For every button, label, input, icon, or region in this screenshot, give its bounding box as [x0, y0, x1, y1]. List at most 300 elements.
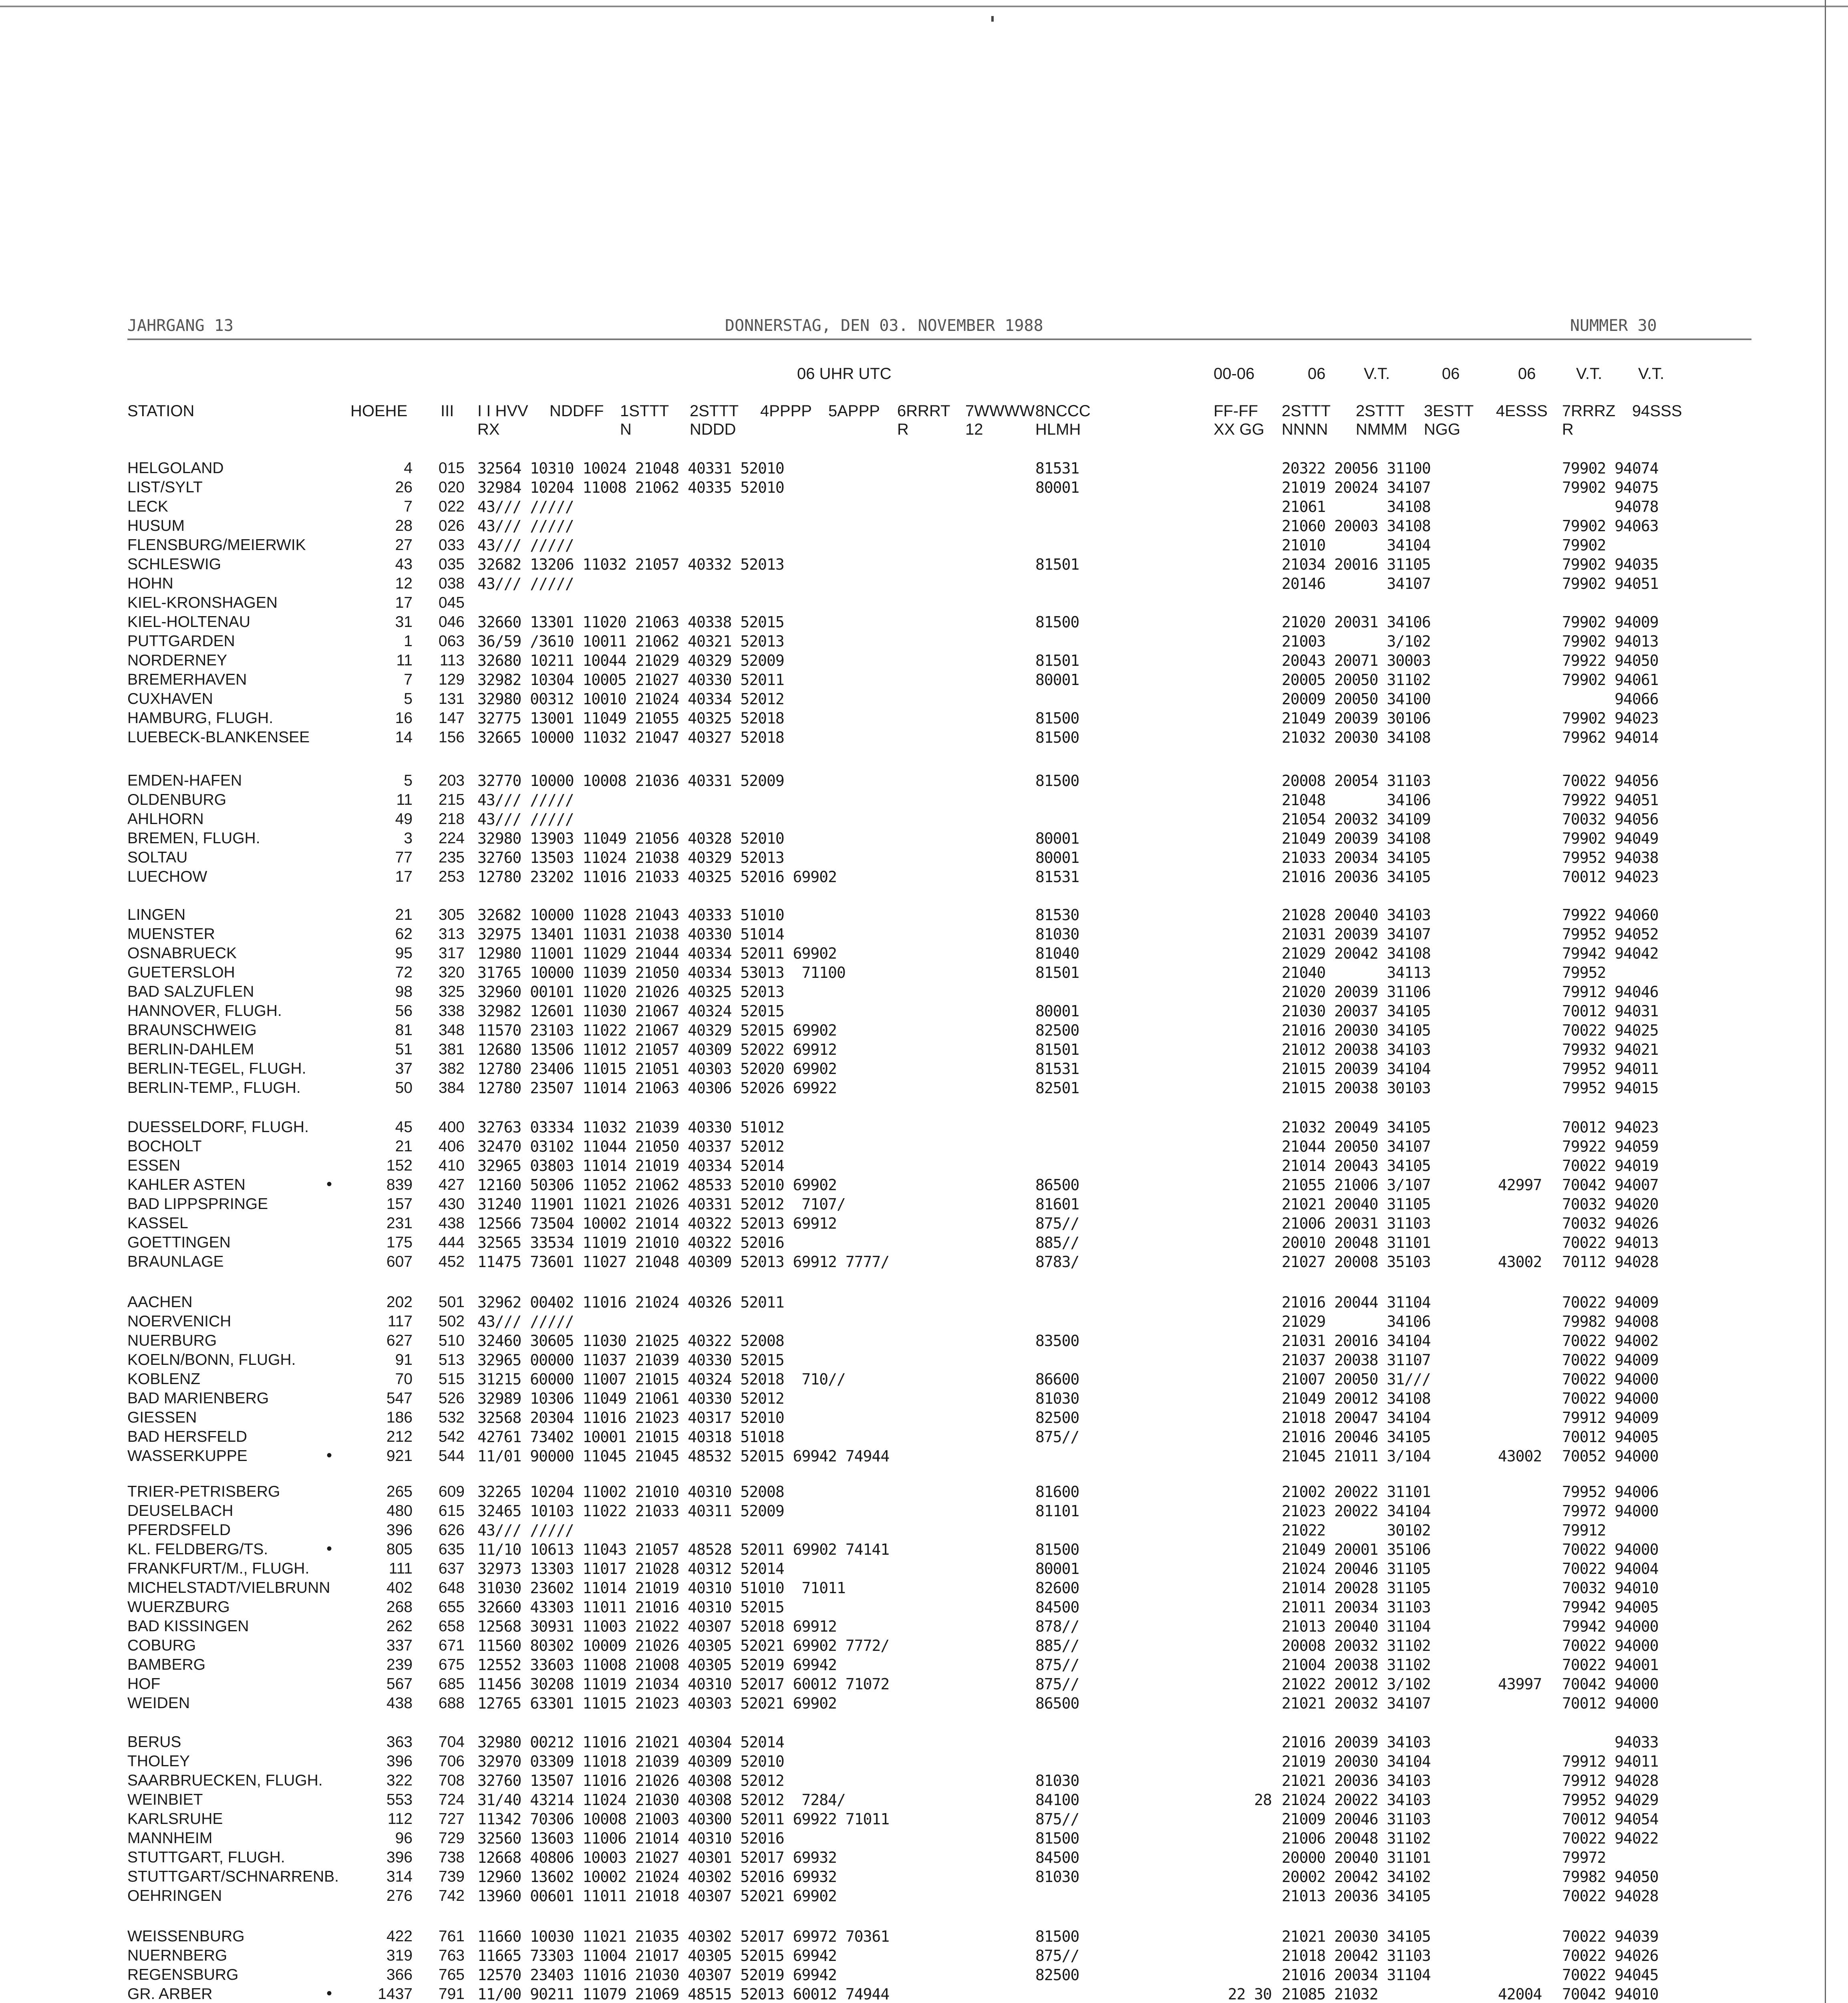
station-index: 738 [438, 1849, 465, 1866]
precip-groups: 79952 94006 [1562, 1483, 1659, 1501]
synop-groups: 43/// ///// [477, 536, 574, 554]
station-height: 16 [395, 709, 413, 727]
station-height: 7 [404, 498, 413, 515]
col-3estt-heading: 3ESTT NGG [1424, 402, 1474, 438]
station-name: HUSUM [127, 517, 185, 534]
synop-groups: 32560 13603 11006 21014 40310 52016 [477, 1830, 784, 1847]
hour-heading-2: 06 [1442, 365, 1460, 383]
temperature-groups: 21021 20032 34107 [1282, 1695, 1431, 1712]
station-index: 688 [438, 1695, 465, 1712]
temperature-groups: 21015 20038 30103 [1282, 1079, 1431, 1097]
precip-groups: 79902 [1562, 536, 1606, 554]
precip-groups: 79912 [1562, 1521, 1606, 1539]
station-height: 14 [395, 729, 413, 746]
station-name: GUETERSLOH [127, 964, 235, 981]
station-index: 438 [438, 1215, 465, 1232]
precip-groups: 79912 94046 [1562, 983, 1659, 1001]
synop-groups: 32965 03803 11014 21019 40334 52014 [477, 1157, 784, 1175]
precip-groups: 79902 94035 [1562, 556, 1659, 573]
cloud-group: 86600 [1035, 1370, 1079, 1388]
station-height: 56 [395, 1002, 413, 1020]
cloud-group: 81101 [1035, 1502, 1079, 1520]
precip-groups: 70022 94009 [1562, 1351, 1659, 1369]
station-name: BRAUNSCHWEIG [127, 1022, 257, 1039]
station-height: 91 [395, 1351, 413, 1368]
col-2sttt-heading: 2STTT NDDD [690, 402, 739, 438]
temperature-groups: 20000 20040 31101 [1282, 1849, 1431, 1866]
cloud-group: 81500 [1035, 709, 1079, 727]
synop-groups: 32760 13503 11024 21038 40329 52013 [477, 849, 784, 866]
cloud-group: 875// [1035, 1215, 1079, 1232]
synop-groups: 32760 13507 11016 21026 40308 52012 [477, 1772, 784, 1789]
synop-groups: 43/// ///// [477, 1521, 574, 1539]
synop-groups: 32565 33534 11019 21010 40322 52016 [477, 1234, 784, 1251]
precip-groups: 79922 94050 [1562, 652, 1659, 669]
station-index: 444 [438, 1234, 465, 1251]
station-name: BERLIN-TEMP., FLUGH. [127, 1079, 301, 1096]
temperature-groups: 20146 34107 [1282, 575, 1431, 592]
station-height: 396 [386, 1849, 413, 1866]
temperature-groups: 21055 21006 3/107 [1282, 1176, 1431, 1194]
station-name: KOBLENZ [127, 1370, 201, 1388]
station-index: 038 [438, 575, 465, 592]
station-height: 547 [386, 1390, 413, 1407]
station-height: 98 [395, 983, 413, 1000]
station-index: 113 [439, 652, 465, 669]
station-name: BAMBERG [127, 1656, 206, 1673]
temperature-groups: 21085 21032 [1282, 1985, 1378, 2003]
station-height: 72 [395, 964, 413, 981]
cloud-group: 81040 [1035, 945, 1079, 962]
temperature-groups: 20005 20050 31102 [1282, 671, 1431, 689]
station-name: HAMBURG, FLUGH. [127, 709, 274, 727]
station-index: 513 [438, 1351, 465, 1368]
precip-groups: 70032 94026 [1562, 1215, 1659, 1232]
precip-groups: 79942 94042 [1562, 945, 1659, 962]
station-height: 43 [395, 556, 413, 573]
station-index: 675 [438, 1656, 465, 1673]
cloud-group: 81531 [1035, 459, 1079, 477]
precip-groups: 70042 94007 [1562, 1176, 1659, 1194]
cloud-group: 875// [1035, 1656, 1079, 1674]
synop-groups: 32682 13206 11032 21057 40332 52013 [477, 556, 784, 573]
station-name: OLDENBURG [127, 791, 227, 808]
station-name: STUTTGART, FLUGH. [127, 1849, 285, 1866]
station-height: 422 [386, 1928, 413, 1945]
station-name: MICHELSTADT/VIELBRUNN [127, 1579, 330, 1596]
precip-groups: 70042 94000 [1562, 1675, 1659, 1693]
station-name: NORDERNEY [127, 652, 227, 669]
precip-groups: 70022 94009 [1562, 1294, 1659, 1311]
station-height: 627 [386, 1332, 413, 1349]
col-2sttt-min-heading: 2STTT NMMM [1356, 402, 1407, 438]
station-index: 501 [438, 1294, 465, 1311]
station-index: 635 [438, 1541, 465, 1558]
vt-heading-1: V.T. [1364, 365, 1390, 383]
col-2sttt-max-heading: 2STTT NNNN [1282, 402, 1331, 438]
station-index: 615 [438, 1502, 465, 1519]
cloud-group: 885// [1035, 1234, 1079, 1251]
station-name: MANNHEIM [127, 1830, 213, 1847]
station-name: MUENSTER [127, 925, 215, 943]
station-index: 129 [438, 671, 465, 688]
cloud-group: 81030 [1035, 925, 1079, 943]
temperature-groups: 21031 20039 34107 [1282, 925, 1431, 943]
precip-groups: 70012 94023 [1562, 1118, 1659, 1136]
station-index: 708 [438, 1772, 465, 1789]
precip-groups: 79902 94013 [1562, 633, 1659, 650]
station-name: HOHN [127, 575, 173, 592]
precip-groups: 79912 94009 [1562, 1409, 1659, 1427]
temperature-groups: 21048 34106 [1282, 791, 1431, 809]
header-rule [127, 339, 1751, 340]
station-height: 265 [386, 1483, 413, 1500]
station-name: FLENSBURG/MEIERWIK [127, 536, 306, 554]
precip-groups: 70052 94000 [1562, 1447, 1659, 1465]
precip-groups: 79952 94029 [1562, 1791, 1659, 1809]
precip-groups: 79902 94074 [1562, 459, 1659, 477]
synop-groups: 11570 23103 11022 21067 40329 52015 69902 [477, 1022, 837, 1039]
station-height: 396 [386, 1753, 413, 1770]
station-index: 739 [438, 1868, 465, 1885]
station-index: 706 [438, 1753, 465, 1770]
temperature-groups: 21024 20046 31105 [1282, 1560, 1431, 1578]
station-index: 400 [438, 1118, 465, 1136]
cloud-group: 81600 [1035, 1483, 1079, 1501]
station-name: BERLIN-DAHLEM [127, 1041, 254, 1058]
station-name: SCHLESWIG [127, 556, 221, 573]
precip-groups: 79982 94050 [1562, 1868, 1659, 1886]
synop-groups: 12568 30931 11003 21022 40307 52018 69912 [477, 1618, 837, 1635]
station-name: STUTTGART/SCHNARRENB. [127, 1868, 339, 1885]
temperature-groups: 20008 20054 31103 [1282, 772, 1431, 790]
station-index: 761 [438, 1928, 465, 1945]
station-height: 12 [395, 575, 413, 592]
precip-groups: 70042 94010 [1562, 1985, 1659, 2003]
station-height: 607 [386, 1253, 413, 1270]
top-border [0, 6, 1848, 7]
precip-groups: 79962 94014 [1562, 729, 1659, 746]
cloud-group: 875// [1035, 1810, 1079, 1828]
cloud-group: 875// [1035, 1947, 1079, 1965]
precip-groups: 70022 94022 [1562, 1830, 1659, 1847]
precip-groups: 70022 94028 [1562, 1887, 1659, 1905]
station-height: 70 [395, 1370, 413, 1388]
temperature-groups: 21032 20049 34105 [1282, 1118, 1431, 1136]
station-height: 95 [395, 945, 413, 962]
cloud-group: 86500 [1035, 1176, 1079, 1194]
station-name: WEINBIET [127, 1791, 203, 1808]
cloud-group: 81501 [1035, 1041, 1079, 1058]
temperature-groups: 20322 20056 31100 [1282, 459, 1431, 477]
temperature-groups: 21060 20003 34108 [1282, 517, 1431, 535]
synop-groups: 32980 00212 11016 21021 40304 52014 [477, 1733, 784, 1751]
utc-heading: 06 UHR UTC [797, 365, 892, 383]
cloud-group: 81531 [1035, 1060, 1079, 1078]
station-name: SAARBRUECKEN, FLUGH. [127, 1772, 323, 1789]
station-name: KAHLER ASTEN [127, 1176, 246, 1193]
station-height: 396 [386, 1521, 413, 1539]
station-index: 305 [438, 906, 465, 923]
station-height: 5 [404, 690, 413, 707]
station-name: EMDEN-HAFEN [127, 772, 242, 789]
temperature-groups: 21016 20036 34105 [1282, 868, 1431, 886]
temperature-groups: 21002 20022 31101 [1282, 1483, 1431, 1501]
station-index: 763 [438, 1947, 465, 1964]
station-index: 526 [438, 1390, 465, 1407]
synop-groups: 32962 00402 11016 21024 40326 52011 [477, 1294, 784, 1311]
temperature-groups: 21049 20039 34108 [1282, 830, 1431, 847]
temperature-groups: 21040 34113 [1282, 964, 1431, 981]
station-height: 96 [395, 1830, 413, 1847]
precip-groups: 70022 94039 [1562, 1928, 1659, 1945]
temperature-groups: 21023 20022 34104 [1282, 1502, 1431, 1520]
cloud-group: 84500 [1035, 1849, 1079, 1866]
temperature-groups: 21014 20028 31105 [1282, 1579, 1431, 1597]
synop-groups: 43/// ///// [477, 810, 574, 828]
synop-groups: 32973 13303 11017 21028 40312 52014 [477, 1560, 784, 1578]
station-height: 231 [386, 1215, 413, 1232]
precip-groups: 79902 94009 [1562, 613, 1659, 631]
cloud-group: 80001 [1035, 849, 1079, 866]
station-index: 410 [438, 1157, 465, 1174]
station-name: WUERZBURG [127, 1598, 230, 1616]
cloud-group: 81530 [1035, 906, 1079, 924]
synop-groups: 42761 73402 10001 21015 40318 51018 [477, 1428, 784, 1446]
temperature-groups: 21034 20016 31105 [1282, 556, 1431, 573]
date-label: DONNERSTAG, DEN 03. NOVEMBER 1988 [725, 316, 1043, 335]
station-index: 320 [438, 964, 465, 981]
station-height: 553 [386, 1791, 413, 1808]
precip-groups: 70022 94045 [1562, 1966, 1659, 1984]
station-index: 791 [438, 1985, 465, 2003]
temperature-groups: 21016 20044 31104 [1282, 1294, 1431, 1311]
col-4esss-heading: 4ESSS [1496, 402, 1548, 420]
station-name: DUESSELDORF, FLUGH. [127, 1118, 309, 1136]
synop-groups: 32682 10000 11028 21043 40333 51010 [477, 906, 784, 924]
precip-groups: 79902 94051 [1562, 575, 1659, 592]
station-height: 117 [387, 1313, 413, 1330]
station-name: TRIER-PETRISBERG [127, 1483, 280, 1500]
station-height: 17 [395, 868, 413, 885]
synop-groups: 32989 10306 11049 21061 40330 52012 [477, 1390, 784, 1407]
station-name: KARLSRUHE [127, 1810, 223, 1828]
temperature-groups: 21049 20012 34108 [1282, 1390, 1431, 1407]
snow-group: 42997 [1498, 1176, 1542, 1194]
station-index: 156 [438, 729, 465, 746]
station-index: 045 [438, 594, 465, 611]
synop-groups: 36/59 /3610 10011 21062 40321 52013 [477, 633, 784, 650]
precip-groups: 70032 94056 [1562, 810, 1659, 828]
station-height: 5 [404, 772, 413, 789]
station-height: 314 [386, 1868, 413, 1885]
station-index: 348 [438, 1022, 465, 1039]
synop-groups: 12780 23202 11016 21033 40325 52016 69902 [477, 868, 837, 886]
station-height: 17 [395, 594, 413, 611]
synop-groups: 31765 10000 11039 21050 40334 53013 71100 [477, 964, 845, 981]
station-height: 363 [386, 1733, 413, 1751]
cloud-group: 86500 [1035, 1695, 1079, 1712]
mountain-station-marker: • [326, 1175, 332, 1193]
temperature-groups: 21045 21011 3/104 [1282, 1447, 1431, 1465]
station-name: BAD LIPPSPRINGE [127, 1195, 268, 1213]
synop-groups: 32775 13001 11049 21055 40325 52018 [477, 709, 784, 727]
synop-groups: 11/01 90000 11045 21045 48532 52015 69942 74944 [477, 1447, 890, 1465]
synop-groups: 12552 33603 11008 21008 40305 52019 69942 [477, 1656, 837, 1674]
ff-range-heading: 00-06 [1214, 365, 1255, 383]
station-height: 62 [395, 925, 413, 943]
temperature-groups: 21019 20024 34107 [1282, 479, 1431, 496]
station-index: 338 [438, 1002, 465, 1020]
temperature-groups: 21029 20042 34108 [1282, 945, 1431, 962]
synop-groups: 32460 30605 11030 21025 40322 52008 [477, 1332, 784, 1350]
station-height: 239 [386, 1656, 413, 1673]
station-index: 685 [438, 1675, 465, 1693]
cloud-group: 875// [1035, 1428, 1079, 1446]
station-name: KL. FELDBERG/TS. [127, 1541, 268, 1558]
synop-groups: 32980 13903 11049 21056 40328 52010 [477, 830, 784, 847]
station-name: GR. ARBER [127, 1985, 213, 2003]
station-index: 515 [438, 1370, 465, 1388]
station-heading: STATION [127, 402, 195, 420]
temperature-groups: 21021 20036 34103 [1282, 1772, 1431, 1789]
station-height: 4 [404, 459, 413, 477]
temperature-groups: 21014 20043 34105 [1282, 1157, 1431, 1175]
station-index: 742 [438, 1887, 465, 1904]
cloud-group: 80001 [1035, 830, 1079, 847]
station-height: 268 [386, 1598, 413, 1616]
precip-groups: 79902 94075 [1562, 479, 1659, 496]
vt-heading-3: V.T. [1638, 365, 1665, 383]
synop-groups: 32970 03309 11018 21039 40309 52010 [477, 1753, 784, 1770]
station-name: OSNABRUECK [127, 945, 237, 962]
cloud-group: 83500 [1035, 1332, 1079, 1350]
synop-groups: 32665 10000 11032 21047 40327 52018 [477, 729, 784, 746]
precip-groups: 79912 94028 [1562, 1772, 1659, 1789]
temperature-groups: 21020 20039 31106 [1282, 983, 1431, 1001]
cloud-group: 80001 [1035, 479, 1079, 496]
station-index: 215 [438, 791, 465, 808]
station-index: 626 [438, 1521, 465, 1539]
cloud-group: 81501 [1035, 652, 1079, 669]
cloud-group: 81500 [1035, 1830, 1079, 1847]
temperature-groups: 21029 34106 [1282, 1313, 1431, 1330]
synop-groups: 11560 80302 10009 21026 40305 52021 69902 7772/ [477, 1637, 890, 1654]
station-index: 026 [438, 517, 465, 534]
temperature-groups: 21049 20039 30106 [1282, 709, 1431, 727]
synop-groups: 31240 11901 11021 21026 40331 52012 7107/ [477, 1195, 845, 1213]
temperature-groups: 20010 20048 31101 [1282, 1234, 1431, 1251]
synop-groups: 32660 43303 11011 21016 40310 52015 [477, 1598, 784, 1616]
station-name: LUECHOW [127, 868, 207, 885]
station-name: NUERNBERG [127, 1947, 227, 1964]
station-index: 147 [438, 709, 465, 727]
precip-groups: 79972 [1562, 1849, 1606, 1866]
station-index: 131 [438, 690, 465, 707]
temperature-groups: 21013 20040 31104 [1282, 1618, 1431, 1635]
temperature-groups: 21054 20032 34109 [1282, 810, 1431, 828]
vt-heading-2: V.T. [1576, 365, 1602, 383]
station-name: LECK [127, 498, 168, 515]
station-name: PFERDSFELD [127, 1521, 231, 1539]
station-height: 1 [404, 633, 413, 650]
station-name: FRANKFURT/M., FLUGH. [127, 1560, 310, 1577]
synop-groups: 43/// ///// [477, 1313, 574, 1330]
precip-groups: 70012 94023 [1562, 868, 1659, 886]
station-name: KASSEL [127, 1215, 188, 1232]
precip-groups: 70022 94026 [1562, 1947, 1659, 1965]
station-name: LIST/SYLT [127, 479, 203, 496]
station-index: 035 [438, 556, 465, 573]
temperature-groups: 21032 20030 34108 [1282, 729, 1431, 746]
cloud-group: 81500 [1035, 729, 1079, 746]
cloud-group: 82600 [1035, 1579, 1079, 1597]
hoehe-heading: HOEHE [350, 402, 408, 420]
temperature-groups: 21013 20036 34105 [1282, 1887, 1431, 1905]
precip-groups: 79952 94011 [1562, 1060, 1659, 1078]
station-name: ESSEN [127, 1157, 181, 1174]
synop-groups: 12668 40806 10003 21027 40301 52017 69932 [477, 1849, 837, 1866]
precip-groups: 79982 94008 [1562, 1313, 1659, 1330]
cloud-group: 82500 [1035, 1022, 1079, 1039]
cloud-group: 81601 [1035, 1195, 1079, 1213]
precip-groups: 70032 94010 [1562, 1579, 1659, 1597]
cloud-group: 81500 [1035, 1541, 1079, 1558]
precip-groups: 79952 94038 [1562, 849, 1659, 866]
station-height: 805 [386, 1541, 413, 1558]
station-name: CUXHAVEN [127, 690, 213, 707]
precip-groups: 79952 94052 [1562, 925, 1659, 943]
synop-groups: 32770 10000 10008 21036 40331 52009 [477, 772, 784, 790]
synop-groups: 12780 23507 11014 21063 40306 52026 69922 [477, 1079, 837, 1097]
cloud-group: 81531 [1035, 868, 1079, 886]
station-height: 212 [386, 1428, 413, 1445]
station-name: LINGEN [127, 906, 186, 923]
col-7rrrz-heading: 7RRRZ R [1562, 402, 1616, 438]
station-index: 313 [438, 925, 465, 943]
station-name: KIEL-HOLTENAU [127, 613, 251, 631]
synop-groups: 11456 30208 11019 21034 40310 52017 60012 71072 [477, 1675, 890, 1693]
precip-groups: 79922 94059 [1562, 1138, 1659, 1155]
synop-groups: 32564 10310 10024 21048 40331 52010 [477, 459, 784, 477]
synop-groups: 12570 23403 11016 21030 40307 52019 69942 [477, 1966, 837, 1984]
precip-groups: 79922 94051 [1562, 791, 1659, 809]
synop-groups: 32763 03334 11032 21039 40330 51012 [477, 1118, 784, 1136]
station-height: 81 [395, 1022, 413, 1039]
station-name: COBURG [127, 1637, 196, 1654]
station-name: AACHEN [127, 1294, 193, 1311]
station-name: THOLEY [127, 1753, 190, 1770]
station-index: 384 [438, 1079, 465, 1096]
station-index: 532 [438, 1409, 465, 1426]
station-index: 427 [438, 1176, 465, 1193]
station-height: 480 [386, 1502, 413, 1519]
synop-groups: 12160 50306 11052 21062 48533 52010 69902 [477, 1176, 837, 1194]
station-index: 502 [438, 1313, 465, 1330]
station-index: 765 [438, 1966, 465, 1983]
precip-groups: 79902 94049 [1562, 830, 1659, 847]
snow-group: 43002 [1498, 1253, 1542, 1271]
station-height: 186 [386, 1409, 413, 1426]
col-5appp-heading: 5APPP [828, 402, 880, 420]
synop-groups: 12980 11001 11029 21044 40334 52011 69902 [477, 945, 837, 962]
synop-groups: 13960 00601 11011 21018 40307 52021 69902 [477, 1887, 837, 1905]
station-height: 27 [395, 536, 413, 554]
station-height: 402 [386, 1579, 413, 1596]
station-name: BERUS [127, 1733, 181, 1751]
col-ihvv-heading: I I HVV RX [477, 402, 528, 438]
station-name: KIEL-KRONSHAGEN [127, 594, 278, 611]
